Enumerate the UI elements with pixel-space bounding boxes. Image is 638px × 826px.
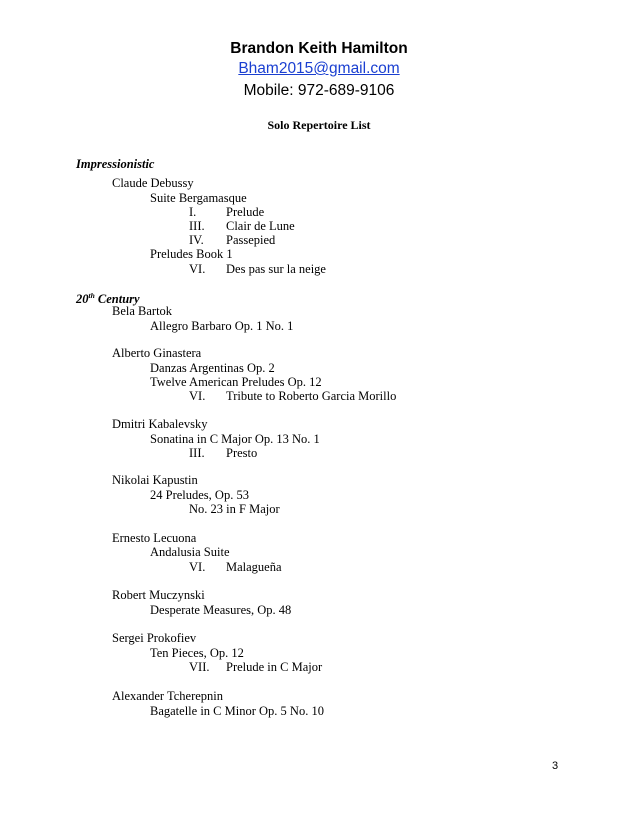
composer-kabalevsky: Dmitri Kabalevsky: [112, 417, 208, 431]
composer-debussy: Claude Debussy: [112, 176, 194, 190]
page-number: 3: [552, 760, 559, 772]
movement-title: Presto: [226, 446, 258, 460]
list-title: Solo Repertoire List: [267, 118, 371, 132]
section-title-prefix: 20: [76, 292, 89, 307]
section-title-superscript: th: [88, 291, 95, 300]
work-allegro-barbaro: Allegro Barbaro Op. 1 No. 1: [150, 319, 294, 333]
author-name: Brandon Keith Hamilton: [230, 40, 408, 57]
work-preludes-book-1: Preludes Book 1: [150, 247, 233, 261]
work-ten-pieces: Ten Pieces, Op. 12: [150, 646, 244, 660]
section-title-suffix: Century: [94, 292, 140, 307]
movement-title: Prelude: [226, 205, 265, 219]
work-twelve-american-preludes: Twelve American Preludes Op. 12: [150, 375, 322, 389]
composer-ginastera: Alberto Ginastera: [112, 346, 202, 360]
work-bagatelle: Bagatelle in C Minor Op. 5 No. 10: [150, 704, 324, 718]
mobile-number: Mobile: 972-689-9106: [243, 82, 395, 99]
movement-number: VI.: [189, 389, 206, 403]
section-title-impressionistic: Impressionistic: [76, 157, 155, 171]
movement-number: VI.: [189, 560, 206, 574]
movement-title: Malagueña: [226, 560, 282, 574]
movement-title: Des pas sur la neige: [226, 262, 326, 276]
movement-title: Clair de Lune: [226, 219, 295, 233]
movement-number: I.: [189, 205, 197, 219]
work-sonatina: Sonatina in C Major Op. 13 No. 1: [150, 432, 320, 446]
movement-number: IV.: [189, 233, 204, 247]
composer-prokofiev: Sergei Prokofiev: [112, 631, 197, 645]
work-desperate-measures: Desperate Measures, Op. 48: [150, 603, 292, 617]
work-suite-bergamasque: Suite Bergamasque: [150, 191, 247, 205]
movement-title: Tribute to Roberto Garcia Morillo: [226, 389, 397, 403]
composer-muczynski: Robert Muczynski: [112, 588, 205, 602]
movement-number: VII.: [189, 660, 210, 674]
work-andalusia-suite: Andalusia Suite: [150, 545, 230, 559]
movement-title: Passepied: [226, 233, 276, 247]
movement-number: III.: [189, 219, 205, 233]
movement-number: III.: [189, 446, 205, 460]
movement-number: VI.: [189, 262, 206, 276]
composer-kapustin: Nikolai Kapustin: [112, 473, 198, 487]
email-link[interactable]: Bham2015@gmail.com: [238, 60, 400, 77]
work-24-preludes: 24 Preludes, Op. 53: [150, 488, 249, 502]
email-link-row: [0, 60, 638, 78]
movement-title: No. 23 in F Major: [189, 502, 280, 516]
composer-bartok: Bela Bartok: [112, 304, 173, 318]
composer-tcherepnin: Alexander Tcherepnin: [112, 689, 223, 703]
movement-title: Prelude in C Major: [226, 660, 323, 674]
work-danzas-argentinas: Danzas Argentinas Op. 2: [150, 361, 275, 375]
composer-lecuona: Ernesto Lecuona: [112, 531, 197, 545]
